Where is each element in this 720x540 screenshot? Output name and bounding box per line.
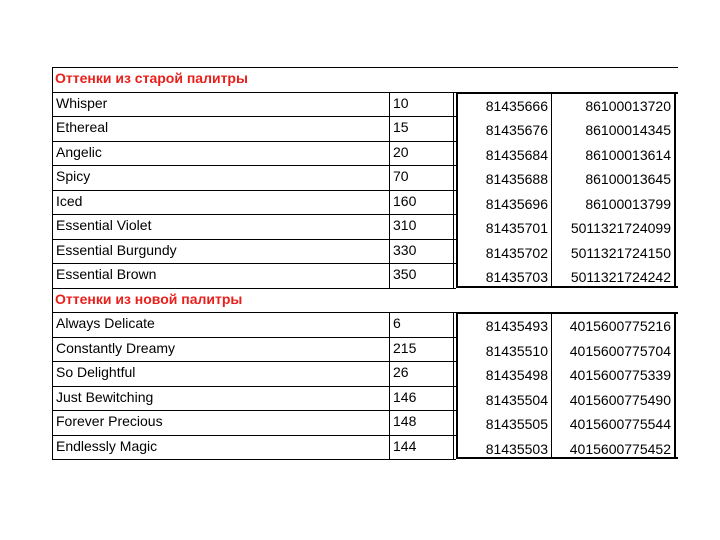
name-cell: Angelic bbox=[52, 141, 390, 166]
name-cell: Essential Violet bbox=[52, 214, 390, 239]
shade-number-cell: 70 bbox=[390, 165, 454, 190]
shade-number-cell: 15 bbox=[390, 116, 454, 141]
shade-number-cell: 10 bbox=[390, 92, 454, 117]
ean-cell: 86100013799 bbox=[552, 190, 676, 215]
article-code-cell: 81435703 bbox=[456, 263, 552, 288]
name-cell: Forever Precious bbox=[52, 410, 390, 435]
name-cell: Spicy bbox=[52, 165, 390, 190]
table-row bbox=[52, 239, 678, 263]
section-left-border bbox=[52, 67, 53, 92]
table-row bbox=[52, 435, 678, 459]
shade-number-cell: 26 bbox=[390, 361, 454, 386]
shade-number-cell: 146 bbox=[390, 386, 454, 411]
ean-cell: 86100013720 bbox=[552, 92, 676, 117]
table-row bbox=[52, 141, 678, 165]
table-row bbox=[52, 312, 678, 336]
ean-cell: 4015600775490 bbox=[552, 386, 676, 411]
section-left-border bbox=[52, 288, 53, 313]
article-code-cell: 81435701 bbox=[456, 214, 552, 239]
name-cell: Whisper bbox=[52, 92, 390, 117]
table-row bbox=[52, 337, 678, 361]
table-row bbox=[52, 386, 678, 410]
ean-cell: 4015600775544 bbox=[552, 410, 676, 435]
table-row bbox=[52, 92, 678, 116]
ean-cell: 4015600775216 bbox=[552, 312, 676, 337]
ean-cell: 4015600775339 bbox=[552, 361, 676, 386]
ean-cell: 86100013614 bbox=[552, 141, 676, 166]
name-cell: Essential Burgundy bbox=[52, 239, 390, 264]
table-row bbox=[52, 214, 678, 238]
table-row bbox=[52, 190, 678, 214]
ean-cell: 5011321724099 bbox=[552, 214, 676, 239]
shade-table bbox=[52, 67, 678, 459]
section-header bbox=[52, 67, 678, 91]
name-cell: Endlessly Magic bbox=[52, 435, 390, 460]
article-code-cell: 81435666 bbox=[456, 92, 552, 117]
section-title: Оттенки из новой палитры bbox=[55, 290, 243, 307]
table-row bbox=[52, 263, 678, 287]
shade-number-cell: 6 bbox=[390, 312, 454, 337]
article-code-cell: 81435498 bbox=[456, 361, 552, 386]
name-cell: Ethereal bbox=[52, 116, 390, 141]
ean-cell: 4015600775704 bbox=[552, 337, 676, 362]
article-code-cell: 81435676 bbox=[456, 116, 552, 141]
article-code-cell: 81435505 bbox=[456, 410, 552, 435]
block-bottom-border bbox=[456, 457, 678, 459]
name-cell: Just Bewitching bbox=[52, 386, 390, 411]
section-bottom-border bbox=[52, 459, 456, 460]
table-row bbox=[52, 361, 678, 385]
shade-number-cell: 148 bbox=[390, 410, 454, 435]
table-row bbox=[52, 410, 678, 434]
article-code-cell: 81435696 bbox=[456, 190, 552, 215]
article-code-cell: 81435510 bbox=[456, 337, 552, 362]
article-code-cell: 81435504 bbox=[456, 386, 552, 411]
name-cell: Essential Brown bbox=[52, 263, 390, 288]
article-code-cell: 81435493 bbox=[456, 312, 552, 337]
shade-number-cell: 20 bbox=[390, 141, 454, 166]
ean-cell: 86100014345 bbox=[552, 116, 676, 141]
article-code-cell: 81435702 bbox=[456, 239, 552, 264]
shade-number-cell: 160 bbox=[390, 190, 454, 215]
ean-cell: 86100013645 bbox=[552, 165, 676, 190]
ean-cell: 5011321724150 bbox=[552, 239, 676, 264]
article-code-cell: 81435684 bbox=[456, 141, 552, 166]
shade-number-cell: 350 bbox=[390, 263, 454, 288]
name-cell: Always Delicate bbox=[52, 312, 390, 337]
name-cell: So Delightful bbox=[52, 361, 390, 386]
ean-cell: 5011321724242 bbox=[552, 263, 676, 288]
table-row bbox=[52, 116, 678, 140]
name-cell: Iced bbox=[52, 190, 390, 215]
shade-number-cell: 144 bbox=[390, 435, 454, 460]
shade-number-cell: 215 bbox=[390, 337, 454, 362]
section-header bbox=[52, 288, 678, 312]
article-code-cell: 81435688 bbox=[456, 165, 552, 190]
section-title: Оттенки из старой палитры bbox=[55, 70, 248, 86]
shade-number-cell: 330 bbox=[390, 239, 454, 264]
ean-cell: 4015600775452 bbox=[552, 435, 676, 460]
shade-number-cell: 310 bbox=[390, 214, 454, 239]
article-code-cell: 81435503 bbox=[456, 435, 552, 460]
name-cell: Constantly Dreamy bbox=[52, 337, 390, 362]
table-row bbox=[52, 165, 678, 189]
